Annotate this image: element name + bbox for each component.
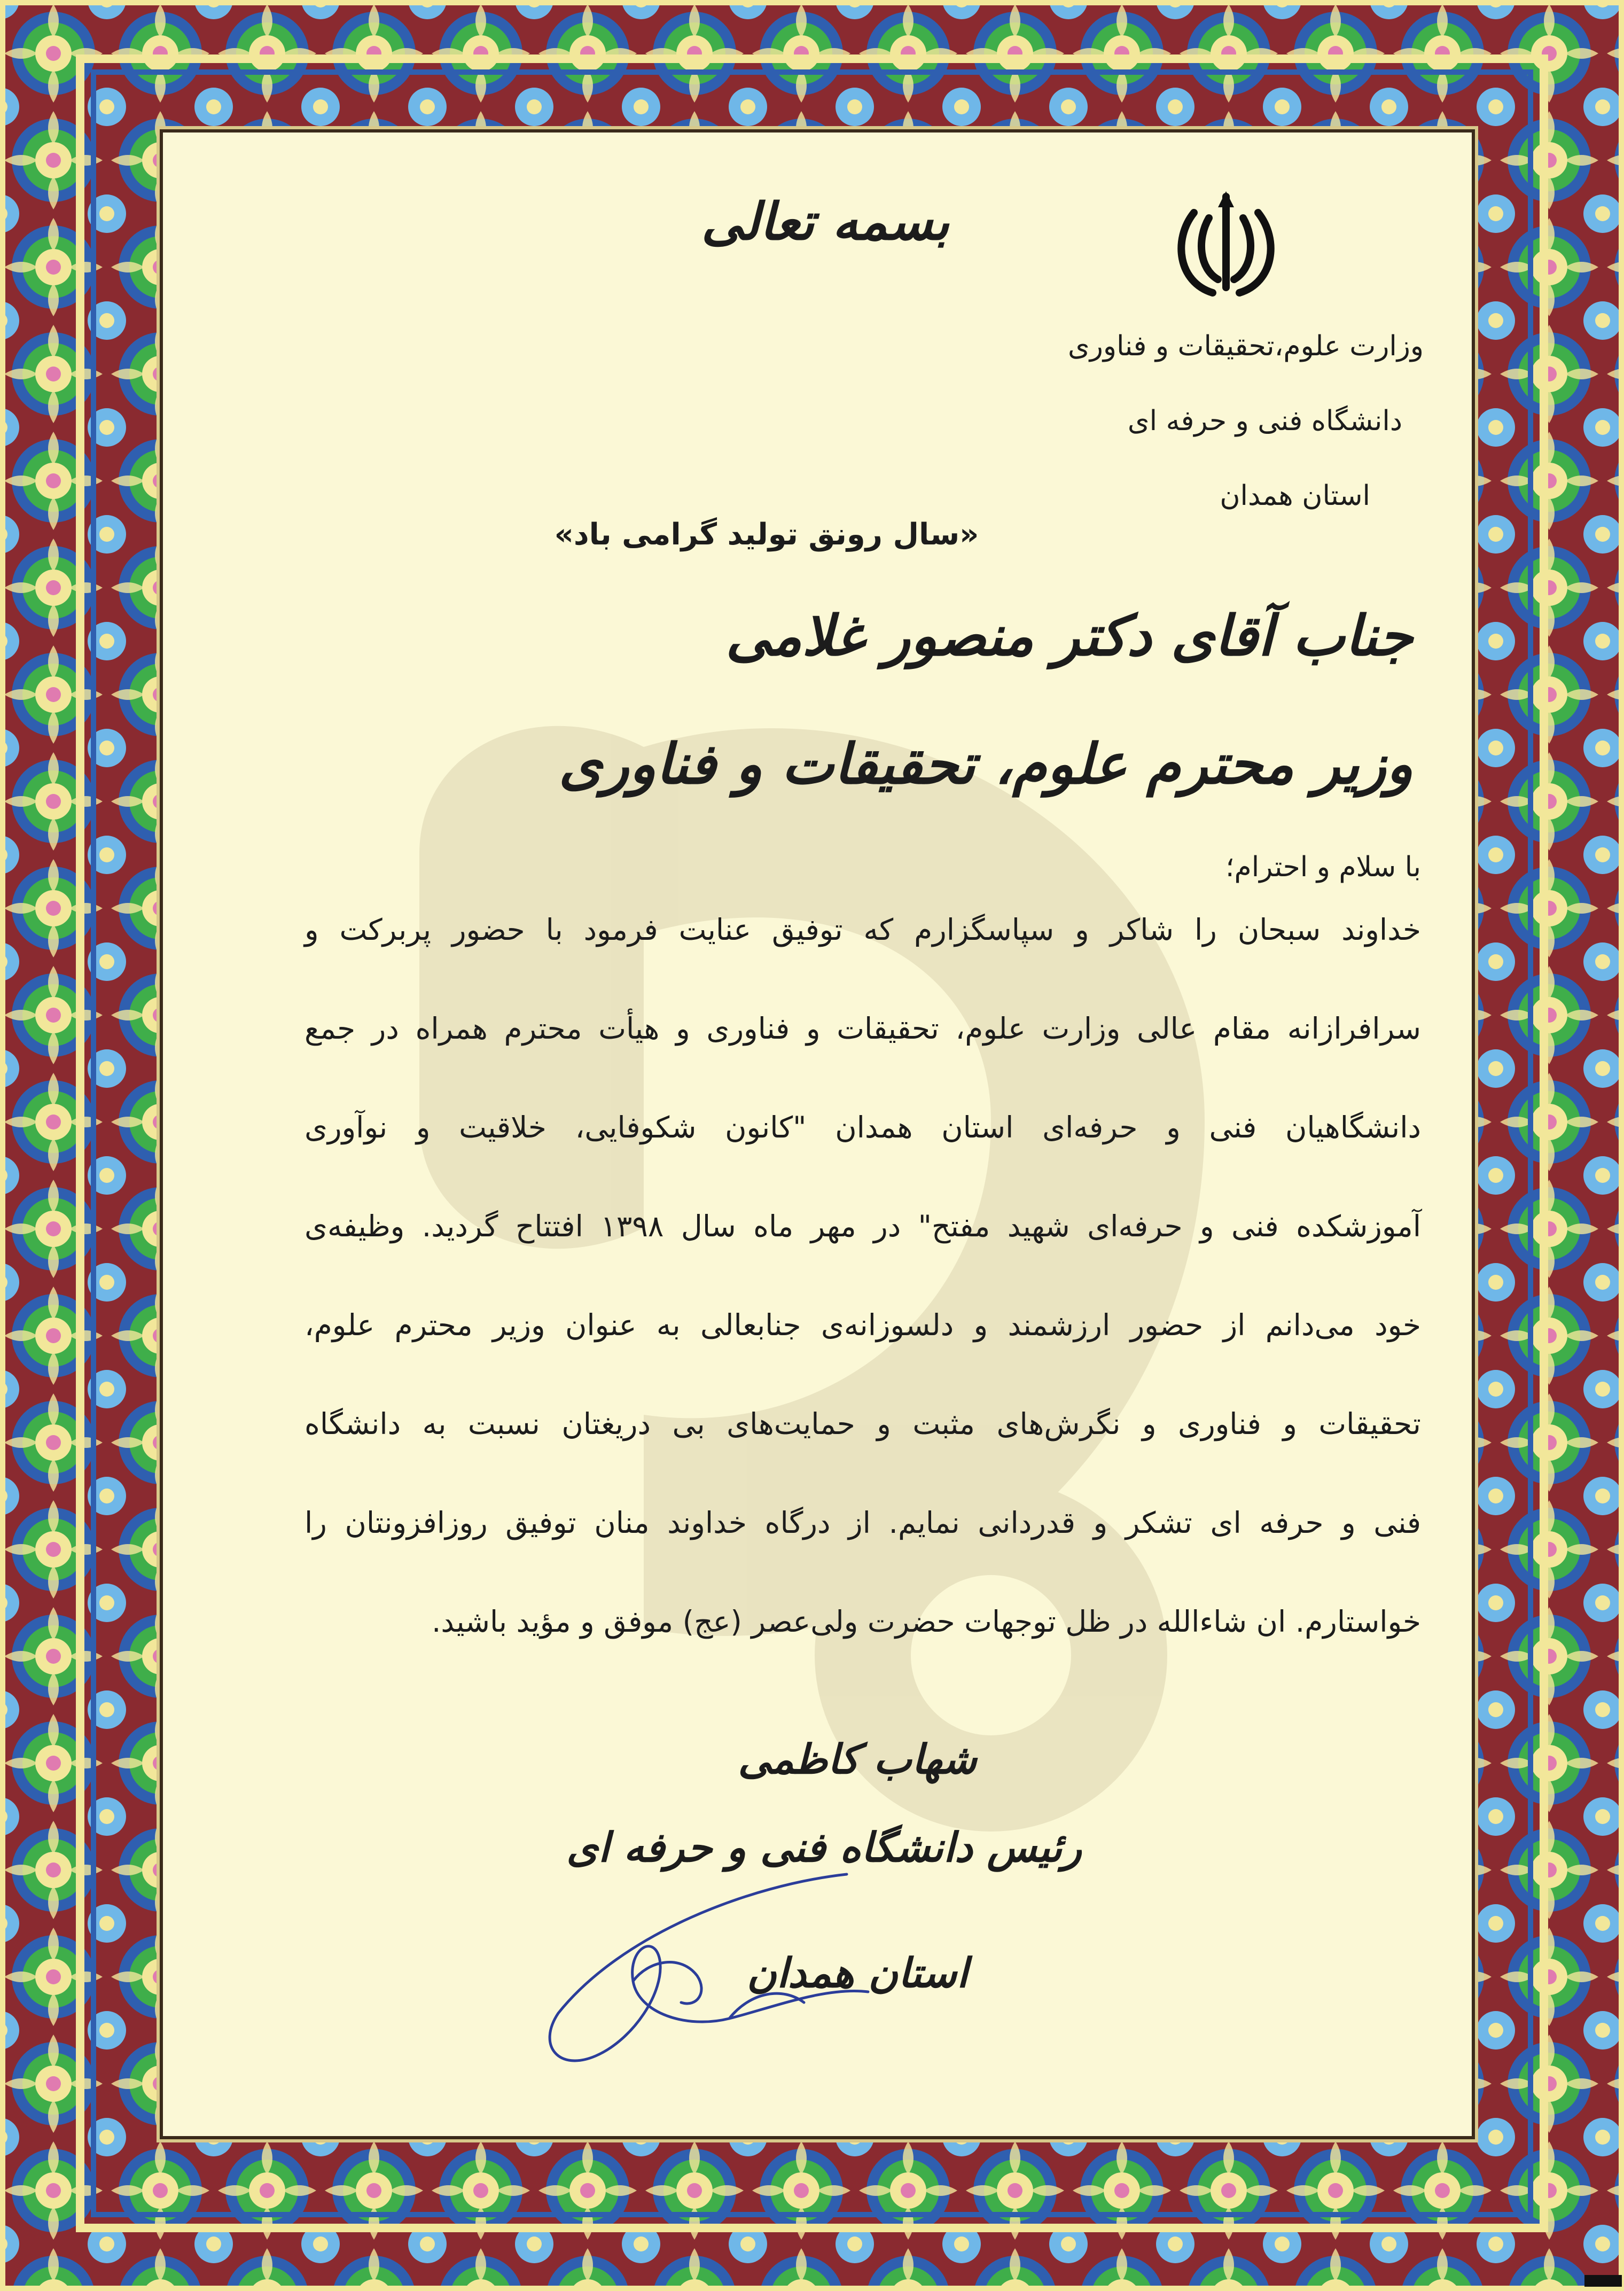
addressee-title: وزیر محترم علوم، تحقیقات و فناوری <box>558 731 1413 797</box>
signatory-province: استان همدان <box>747 1949 968 1997</box>
body-line-6: تحقیقات و فناوری و نگرش‌های مثبت و حمایت‌های بی دریغتان نسبت به دانشگاه <box>304 1407 1421 1441</box>
signatory-name: شهاب کاظمی <box>738 1735 977 1783</box>
body-line-8: خواستارم. ان شاءالله در ظل توجهات حضرت ولی‌عصر (عج) موفق و مؤید باشید. <box>431 1604 1421 1639</box>
signatory-title: رئیس دانشگاه فنی و حرفه ای <box>566 1824 1082 1871</box>
year-slogan: «سال رونق تولید گرامی باد» <box>554 517 979 552</box>
corner-tag <box>1584 2275 1622 2287</box>
body-line-5: خود می‌دانم از حضور ارزشمند و دلسوزانه‌ی جنابعالی به عنوان وزیر محترم علوم، <box>304 1308 1421 1342</box>
basmala-heading: بسمه تعالی <box>701 191 950 252</box>
body-line-2: سرافرازانه مقام عالی وزارت علوم، تحقیقات و فناوری و هیأت محترم همراه در جمع <box>304 1011 1421 1046</box>
ministry-name: وزارت علوم،تحقیقات و فناوری <box>1068 330 1424 362</box>
body-line-7: فنی و حرفه ای تشکر و قدردانی نمایم. از درگاه خداوند منان توفیق روزافزونتان را <box>304 1506 1421 1540</box>
university-name: دانشگاه فنی و حرفه ای <box>1127 405 1402 437</box>
province-name: استان همدان <box>1220 480 1370 512</box>
body-line-1: خداوند سبحان را شاکر و سپاسگزارم که توفیق عنایت فرمود با حضور پربرکت و <box>304 913 1421 947</box>
addressee-name: جناب آقای دکتر منصور غلامی <box>725 603 1413 668</box>
body-line-4: آموزشکده فنی و حرفه‌ای شهید مفتح" در مهر ماه سال ۱۳۹۸ افتتاح گردید. وظیفه‌ی <box>304 1209 1422 1243</box>
greeting-line: با سلام و احترام؛ <box>1225 851 1421 883</box>
body-line-3: دانشگاهیان فنی و حرفه‌ای استان همدان "کانون شکوفایی، خلاقیت و نوآوری <box>304 1110 1421 1144</box>
iran-emblem-icon <box>1162 181 1290 309</box>
letter-paper <box>163 133 1472 2136</box>
